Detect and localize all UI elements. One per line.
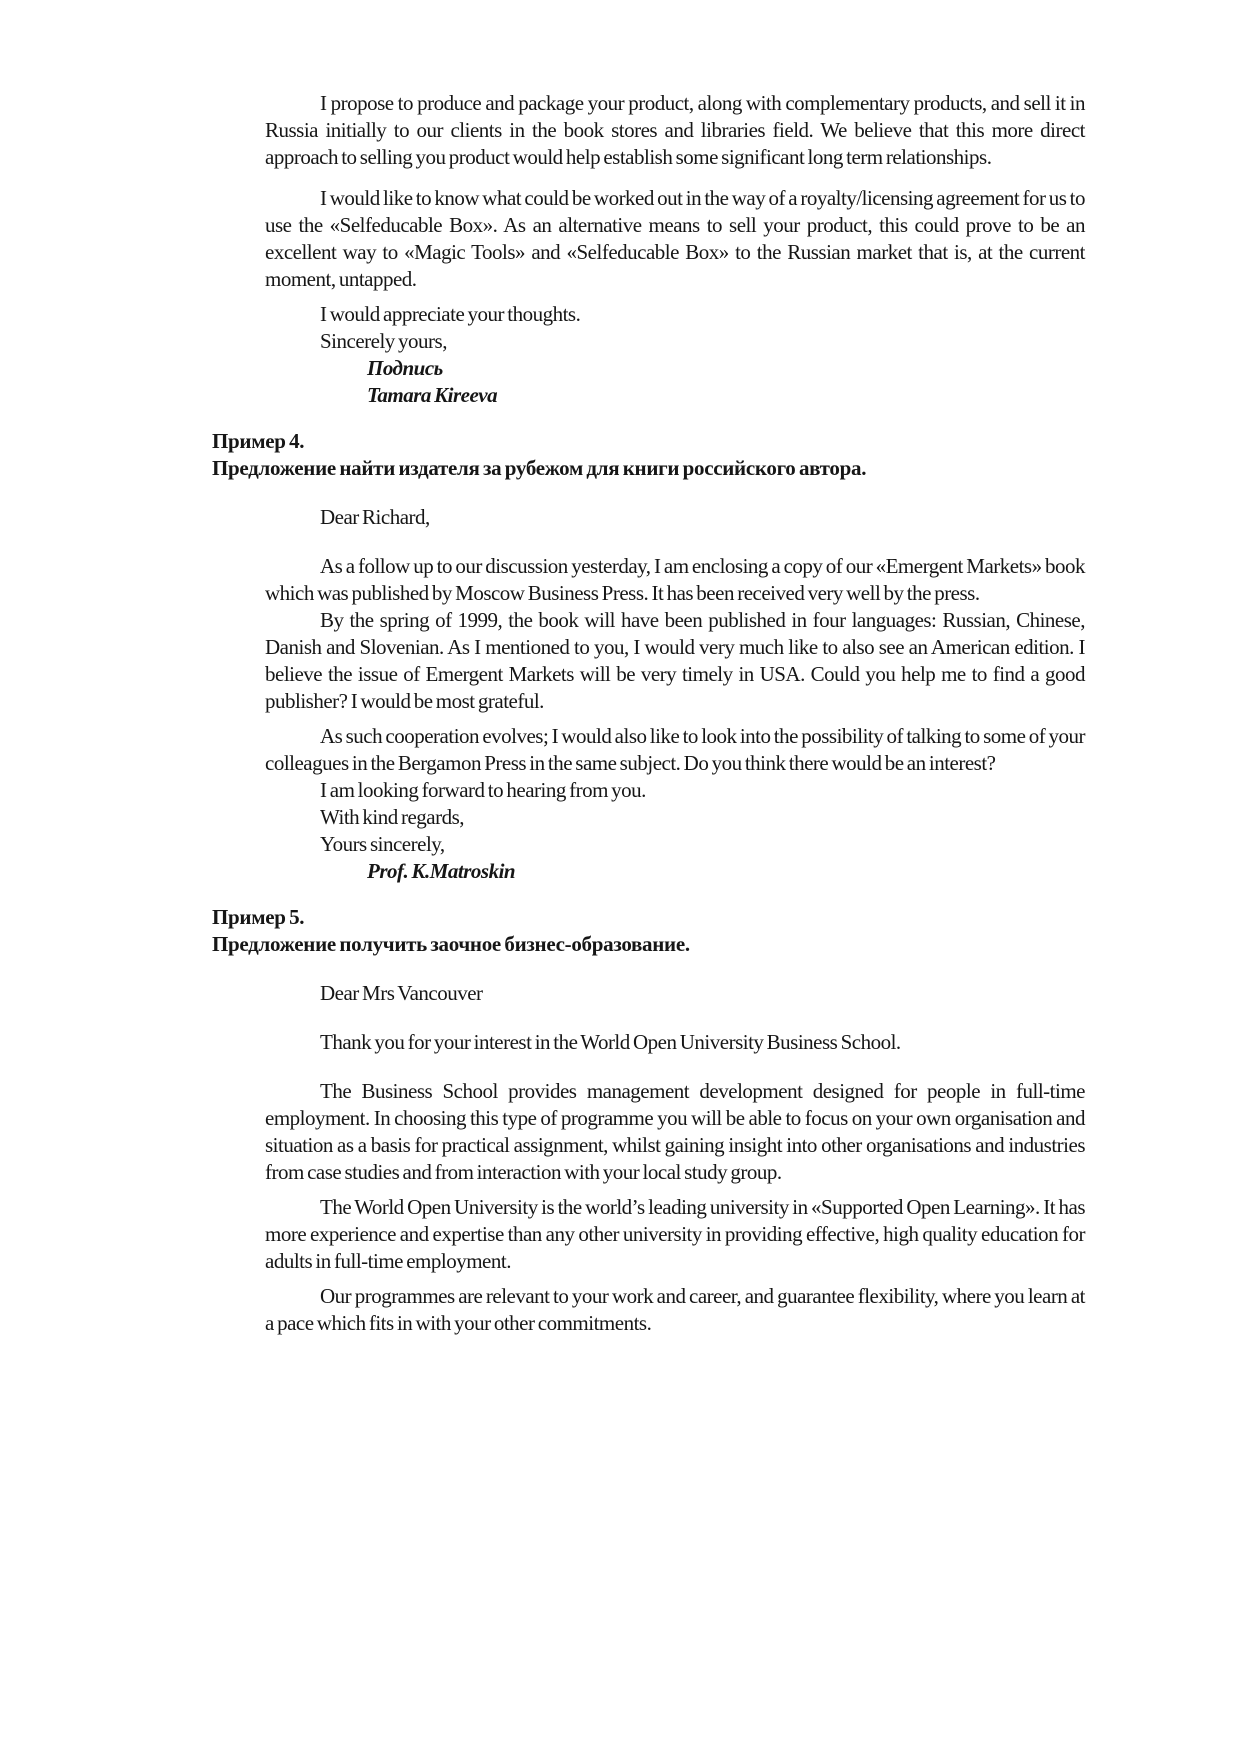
signature-line: Tamara Kireeva <box>367 383 498 407</box>
closing-line: I would appreciate your thoughts. <box>320 302 581 326</box>
letter-paragraph: As such cooperation evolves; I would also like to look into the possibility of talking to some of your colleagues in the Bergamon Press in the same subject. Do you think there would be an interest? <box>265 724 1085 775</box>
example5-label: Пример 5. <box>212 905 305 929</box>
closing-line: With kind regards, <box>320 805 465 829</box>
salutation: Dear Mrs Vancouver <box>320 981 483 1005</box>
letter-paragraph: The World Open University is the world’s leading university in «Supported Open Learning». It has more experience and expertise than any other university in providing effective, high quality education for adults in full-time employment. <box>265 1195 1085 1273</box>
closing-line: Sincerely yours, <box>320 329 447 353</box>
example5-title: Предложение получить заочное бизнес-образование. <box>212 932 690 956</box>
example5-section <box>212 904 1085 1337</box>
salutation: Dear Richard, <box>320 505 430 529</box>
letter-paragraph: I propose to produce and package your product, along with complementary products, and sell it in Russia initially to our clients in the book stores and libraries field. We believe that this more direct approach to selling you product would help establish some significant long term relationships. <box>265 91 1085 169</box>
letter-ending-section <box>265 90 1085 409</box>
example4-title: Предложение найти издателя за рубежом для книги российского автора. <box>212 456 867 480</box>
letter-paragraph: The Business School provides management development designed for people in full-time employment. In choosing this type of programme you will be able to focus on your own organisation and situation as a basis for practical assignment, whilst gaining insight into other organisations and industries from case studies and from interaction with your local study group. <box>265 1079 1085 1184</box>
letter-paragraph: By the spring of 1999, the book will have been published in four languages: Russian, Chinese, Danish and Slovenian. As I mentioned to you, I would very much like to also see an American edition. I believe the issue of Emergent Markets will be very timely in USA. Could you help me to find a good publisher? I would be most grateful. <box>265 608 1085 713</box>
closing-line: Yours sincerely, <box>320 832 445 856</box>
example5-letter <box>265 980 1085 1337</box>
letter-paragraph: I would like to know what could be worked out in the way of a royalty/licensing agreement for us to use the «Selfeducable Box». As an alternative means to sell your product, this could prove to be an excellent way to «Magic Tools» and «Selfeducable Box» to the Russian market that is, at the current moment, untapped. <box>265 186 1085 291</box>
letter-paragraph: As a follow up to our discussion yesterday, I am enclosing a copy of our «Emergent Markets» book which was published by Moscow Business Press. It has been received very well by the press. <box>265 554 1085 605</box>
example4-label: Пример 4. <box>212 429 305 453</box>
example4-section <box>212 428 1085 885</box>
signature-line: Подпись <box>367 356 443 380</box>
letter-paragraph: Thank you for your interest in the World Open University Business School. <box>320 1030 901 1054</box>
example4-letter <box>265 504 1085 885</box>
signature-line: Prof. K.Matroskin <box>367 859 516 883</box>
closing-line: I am looking forward to hearing from you. <box>320 778 646 802</box>
letter-paragraph: Our programmes are relevant to your work and career, and guarantee flexibility, where you learn at a pace which fits in with your other commitments. <box>265 1284 1085 1335</box>
